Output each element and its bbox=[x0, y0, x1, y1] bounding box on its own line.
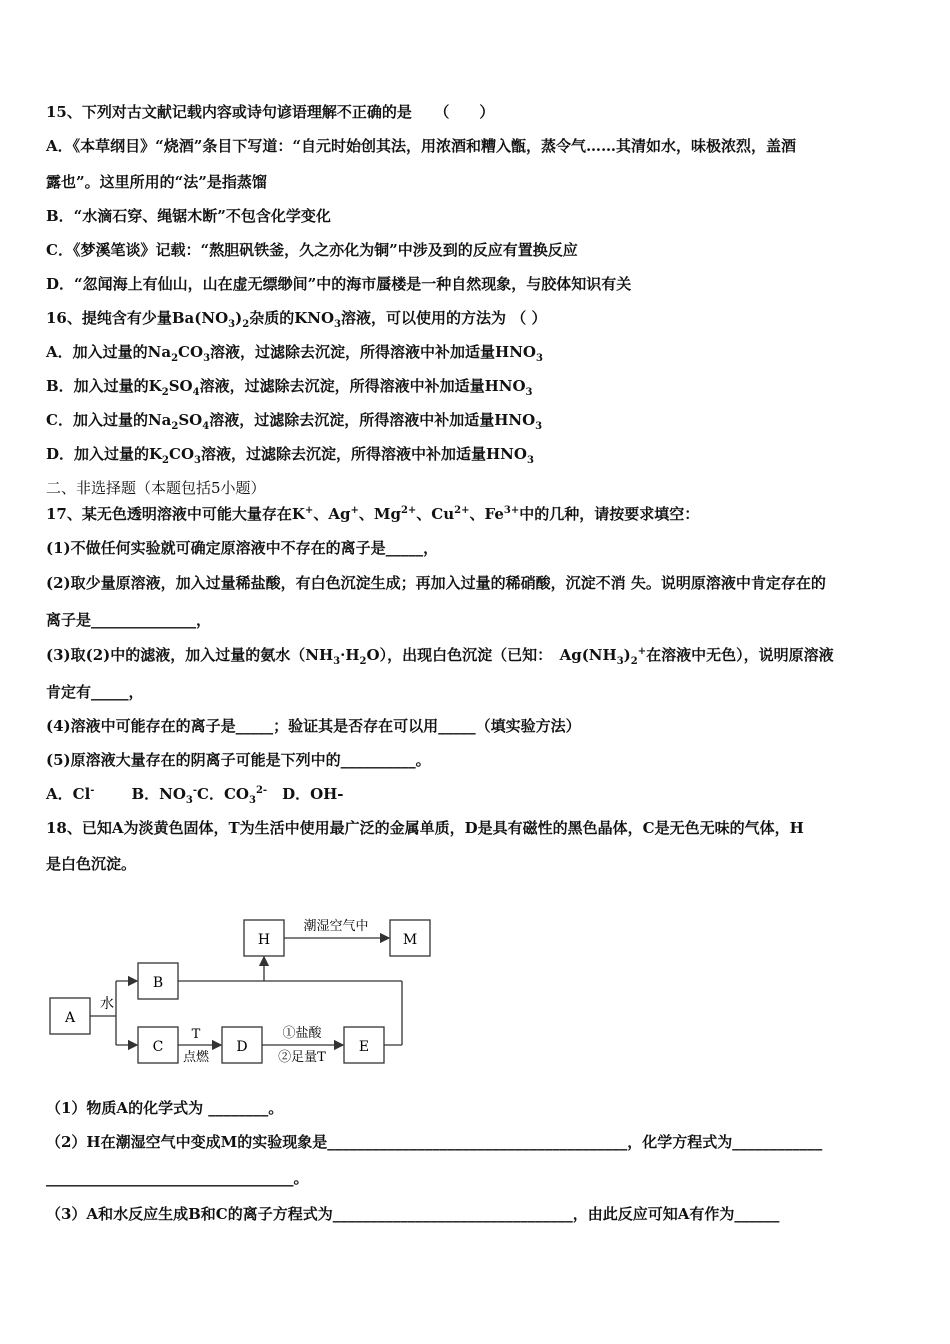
q17-part-2-line1: (2)取少量原溶液，加入过量稀盐酸，有白色沉淀生成；再加入过量的稀硝酸，沉淀不消 失。说明原溶液中肯定存在的 bbox=[46, 574, 826, 592]
q15-option-a-line1: A．《本草纲目》“烧酒”条目下写道：“自元时始创其法，用浓酒和糟入甑，蒸令气……其清如水，味极浓烈，盖酒 bbox=[46, 137, 797, 155]
label-m: M bbox=[402, 932, 418, 948]
q18-part-2-line2: _________________________________。 bbox=[46, 1169, 309, 1187]
q15-option-d: D．“忽闻海上有仙山，山在虚无缥缈间”中的海市蜃楼是一种自然现象，与胶体知识有关 bbox=[46, 275, 632, 293]
q18-stem-line2: 是白色沉淀。 bbox=[46, 855, 137, 873]
q16-option-b: B．加入过量的$K_2SO_4$溶液，过滤除去沉淀，所得溶液中补加适量$HNO_3$ bbox=[46, 377, 533, 398]
label-humid-air: 潮湿空气中 bbox=[303, 919, 369, 934]
section-2-heading: 二、非选择题（本题包括5小题） bbox=[46, 479, 266, 497]
q17-part-2-line2: 离子是______________， bbox=[46, 611, 212, 629]
label-c: C bbox=[152, 1039, 164, 1055]
q15-option-c: C．《梦溪笔谈》记载：“熬胆矾铁釜，久之亦化为铜”中涉及到的反应有置换反应 bbox=[46, 241, 578, 259]
q15-option-b: B．“水滴石穿、绳锯木断”不包含化学变化 bbox=[46, 207, 331, 225]
label-b: B bbox=[152, 975, 164, 991]
label-water: 水 bbox=[100, 996, 114, 1012]
q18-stem-line1: 18、已知A为淡黄色固体，T为生活中使用最广泛的金属单质，D是具有磁性的黑色晶体，C是无色无味的气体，H bbox=[46, 819, 804, 837]
q18-flow-diagram bbox=[46, 905, 446, 1075]
q17-part-3-line2: 肯定有_____， bbox=[46, 683, 144, 701]
label-h: H bbox=[257, 932, 271, 948]
q16-option-c: C．加入过量的$Na_2SO_4$溶液，过滤除去沉淀，所得溶液中补加适量$HNO_3$ bbox=[46, 411, 543, 432]
label-step1: ①盐酸 bbox=[282, 1026, 322, 1041]
label-a: A bbox=[64, 1010, 76, 1026]
q17-part-1: (1)不做任何实验就可确定原溶液中不存在的离子是_____， bbox=[46, 539, 439, 557]
q15-option-a-line2: 露也”。这里所用的“法”是指蒸馏 bbox=[46, 173, 267, 191]
label-d: D bbox=[236, 1039, 248, 1055]
label-ignite: 点燃 bbox=[182, 1050, 210, 1065]
q18-part-3: （3）A和水反应生成B和C的离子方程式为________________________________，由此反应可知A有作为______ bbox=[46, 1205, 780, 1223]
q18-part-1: （1）物质A的化学式为 ________。 bbox=[46, 1099, 284, 1117]
label-t: T bbox=[191, 1027, 201, 1042]
q17-part-4: (4)溶液中可能存在的离子是_____；验证其是否存在可以用_____（填实验方法） bbox=[46, 717, 581, 735]
q15-stem: 15、下列对古文献记载内容或诗句谚语理解不正确的是 （ ） bbox=[46, 103, 495, 121]
label-step2: ②足量T bbox=[278, 1050, 326, 1065]
q16-option-d: D．加入过量的$K_2CO_3$溶液，过滤除去沉淀，所得溶液中补加适量$HNO_3$ bbox=[46, 445, 534, 466]
q17-part-5: (5)原溶液大量存在的阴离子可能是下列中的__________。 bbox=[46, 751, 431, 769]
q18-part-2-line1: （2）H在潮湿空气中变成M的实验现象是________________________________________，化学方程式为____________ bbox=[46, 1133, 823, 1151]
q17-part-3-line1: (3)取(2)中的滤液，加入过量的氨水$(NH_3\cdot H_2O)$，出现白色沉淀（已知： $Ag(NH_3)_2^+$在溶液中无色），说明原溶液 bbox=[46, 646, 834, 667]
label-e: E bbox=[358, 1039, 370, 1055]
q16-stem: 16、提纯含有少量$Ba(NO_3)_2$杂质的$KNO_3$溶液，可以使用的方法为 （ ） bbox=[46, 309, 547, 330]
q17-part-5-options: A．Cl- B．$NO_3^-C$．$CO_3^{2-}$ D．OH- bbox=[46, 785, 344, 806]
q16-option-a: A．加入过量的$Na_2CO_3$溶液，过滤除去沉淀，所得溶液中补加适量$HNO_3$ bbox=[46, 343, 543, 364]
q17-stem: 17、某无色透明溶液中可能大量存在K+、Ag+、$Mg^{2+}$、$Cu^{2+}$、$Fe^{3+}$中的几种，请按要求填空： bbox=[46, 505, 700, 523]
